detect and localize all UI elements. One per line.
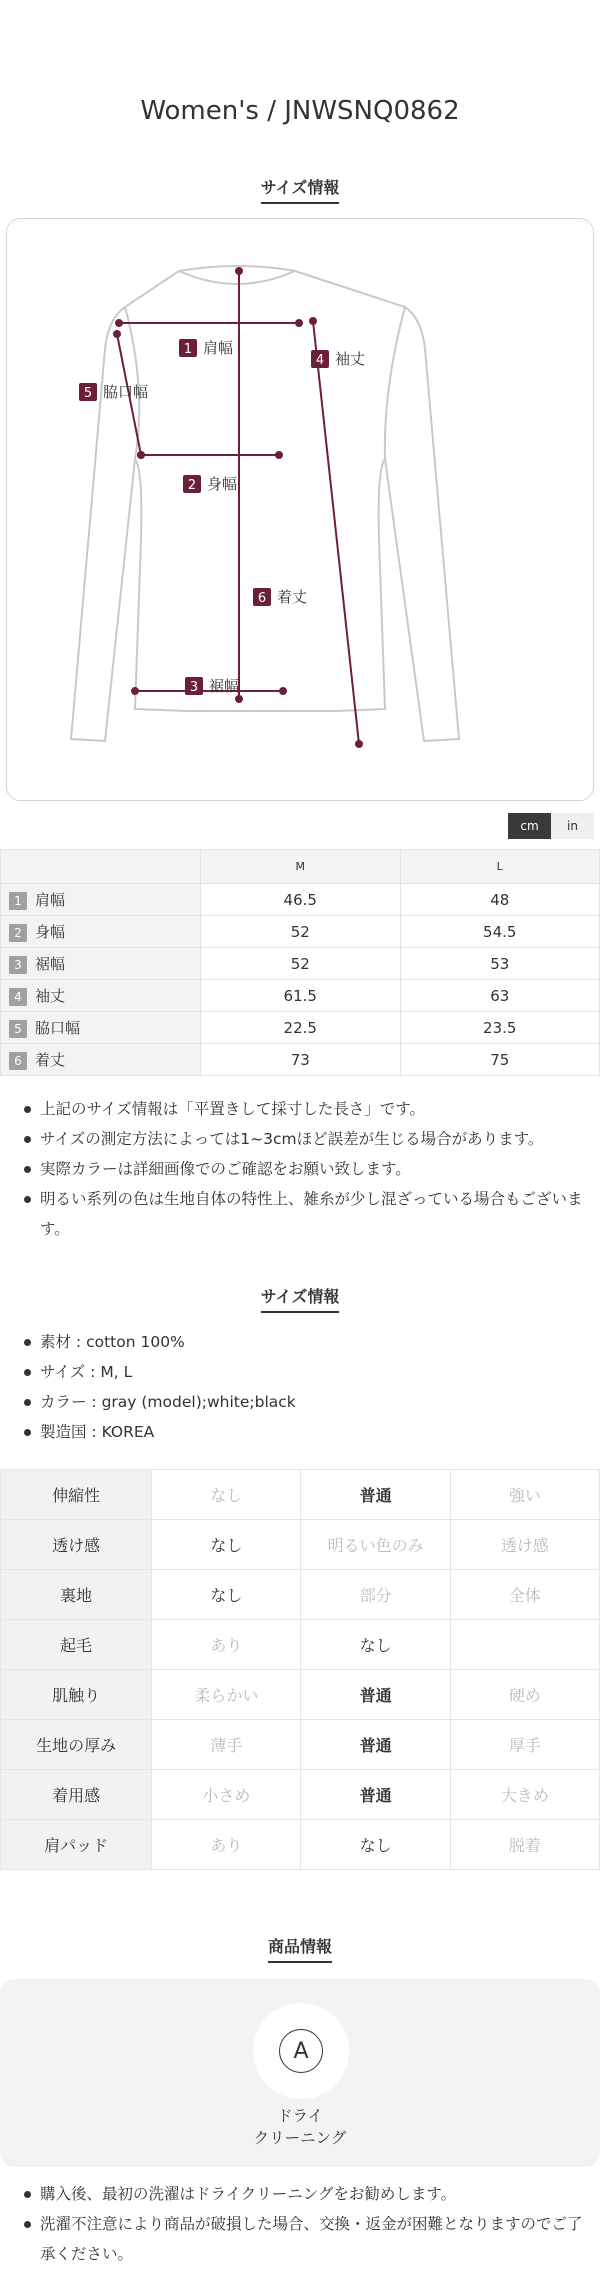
size-value-cell: 52 (201, 916, 401, 948)
measure-number-badge: 1 (9, 892, 27, 910)
size-table-header (1, 850, 600, 884)
measure-name: 着丈 (35, 1051, 66, 1069)
spec-sizes: サイズ : M, L (18, 1357, 586, 1387)
measure-endpoint (132, 688, 138, 694)
measure-label (179, 339, 233, 357)
measure-label-name: 肩幅 (203, 339, 234, 357)
attribute-option: 全体 (450, 1570, 599, 1620)
attribute-label: 生地の厚み (1, 1720, 152, 1770)
measure-name: 脇口幅 (35, 1019, 81, 1037)
size-row-label (1, 1012, 201, 1044)
size-column-l: L (400, 850, 600, 884)
measure-label-number: 1 (183, 342, 193, 357)
measure-name: 裾幅 (35, 955, 66, 973)
measure-number-badge: 6 (9, 1052, 27, 1070)
attribute-option: 透け感 (450, 1520, 599, 1570)
measure-endpoint (138, 452, 144, 458)
size-row (1, 948, 600, 980)
measure-endpoint (356, 741, 362, 747)
measure-label-name: 着丈 (277, 588, 308, 606)
attribute-label: 起毛 (1, 1620, 152, 1670)
care-note-item: 購入後、最初の洗濯はドライクリーニングをお勧めします。 (18, 2179, 586, 2209)
size-value-cell: 23.5 (400, 1012, 600, 1044)
attribute-row (1, 1470, 600, 1520)
attribute-option: 普通 (301, 1470, 450, 1520)
attribute-option: 柔らかい (152, 1670, 301, 1720)
fabric-attribute-table (0, 1469, 600, 1870)
size-value-cell: 61.5 (201, 980, 401, 1012)
measure-endpoint (236, 696, 242, 702)
measure-label-number: 6 (257, 591, 267, 606)
attribute-option: なし (301, 1820, 450, 1870)
attribute-option: あり (152, 1820, 301, 1870)
attribute-row (1, 1820, 600, 1870)
care-note-item: 洗濯不注意により商品が破損した場合、交換・返金が困難となりますのでご了承ください。 (18, 2209, 586, 2269)
care-label (0, 2105, 600, 2149)
armhole-right (385, 307, 405, 459)
attribute-label: 裏地 (1, 1570, 152, 1620)
measure-label-name: 身幅 (207, 475, 238, 493)
measure-label-name: 脇口幅 (103, 383, 149, 401)
sleeve-line (313, 321, 359, 744)
size-row-label (1, 884, 201, 916)
measure-label (79, 383, 148, 401)
attribute-row (1, 1720, 600, 1770)
size-column-m: M (201, 850, 401, 884)
size-row (1, 916, 600, 948)
size-value-cell: 54.5 (400, 916, 600, 948)
size-value-cell: 48 (400, 884, 600, 916)
attribute-option: なし (152, 1570, 301, 1620)
size-row-label (1, 948, 201, 980)
attribute-option: 厚手 (450, 1720, 599, 1770)
measure-endpoint (236, 268, 242, 274)
measure-label (185, 677, 239, 695)
size-row (1, 884, 600, 916)
care-icon-circle (253, 2003, 349, 2099)
attribute-option: 普通 (301, 1670, 450, 1720)
attribute-option: あり (152, 1620, 301, 1670)
unit-toggle (0, 813, 594, 839)
attribute-option (450, 1620, 599, 1670)
unit-cm-button[interactable]: cm (508, 813, 551, 839)
measure-label (311, 350, 365, 368)
garment-sketch (7, 219, 593, 801)
attribute-row (1, 1570, 600, 1620)
attribute-option: なし (152, 1520, 301, 1570)
measure-name: 肩幅 (35, 891, 66, 909)
measure-label (183, 475, 237, 493)
measure-endpoint (116, 320, 122, 326)
product-info-heading: 商品情報 (0, 1934, 600, 1963)
size-value-cell: 63 (400, 980, 600, 1012)
attribute-option: 大きめ (450, 1770, 599, 1820)
measure-label-number: 4 (315, 353, 325, 368)
attribute-option: 明るい色のみ (301, 1520, 450, 1570)
attribute-option: 部分 (301, 1570, 450, 1620)
attribute-row (1, 1620, 600, 1670)
measure-label-number: 2 (187, 478, 197, 493)
measure-number-badge: 3 (9, 956, 27, 974)
measure-number-badge: 5 (9, 1020, 27, 1038)
measure-label-number: 5 (83, 386, 93, 401)
attribute-option: 小さめ (152, 1770, 301, 1820)
care-label-line1: ドライ (276, 2107, 324, 2125)
size-row (1, 1012, 600, 1044)
attribute-option: なし (152, 1470, 301, 1520)
size-value-cell: 52 (201, 948, 401, 980)
size-table (0, 849, 600, 1076)
attribute-option: 脱着 (450, 1820, 599, 1870)
note-item: 上記のサイズ情報は「平置きして採寸した長さ」です。 (18, 1094, 586, 1124)
care-label-line2: クリーニング (253, 2129, 347, 2147)
size-row-label (1, 1044, 201, 1076)
size-notes (0, 1076, 600, 1244)
spec-heading: サイズ情報 (0, 1284, 600, 1313)
attribute-option: 普通 (301, 1720, 450, 1770)
size-diagram (6, 218, 594, 801)
attribute-label: 肩パッド (1, 1820, 152, 1870)
garment-outline (71, 266, 459, 741)
size-row (1, 980, 600, 1012)
note-item: サイズの測定方法によっては1~3cmほど誤差が生じる場合があります。 (18, 1124, 586, 1154)
size-row (1, 1044, 600, 1076)
measure-number-badge: 2 (9, 924, 27, 942)
attribute-option: 普通 (301, 1770, 450, 1820)
size-table-corner (1, 850, 201, 884)
spec-colors: カラー : gray (model);white;black (18, 1387, 586, 1417)
size-value-cell: 46.5 (201, 884, 401, 916)
care-panel (0, 1979, 600, 2167)
attribute-option: 薄手 (152, 1720, 301, 1770)
page-title: Women's / JNWSNQ0862 (140, 96, 460, 126)
spec-material: 素材 : cotton 100% (18, 1327, 586, 1357)
attribute-option: 硬め (450, 1670, 599, 1720)
size-row-label (1, 980, 201, 1012)
unit-in-button[interactable]: in (551, 813, 594, 839)
measure-label-name: 袖丈 (335, 350, 366, 368)
size-value-cell: 73 (201, 1044, 401, 1076)
measure-name: 身幅 (35, 923, 66, 941)
size-value-cell: 53 (400, 948, 600, 980)
measure-endpoint (280, 688, 286, 694)
note-item: 明るい系列の色は生地自体の特性上、雑糸が少し混ざっている場合もございます。 (18, 1184, 586, 1244)
spec-list (0, 1313, 600, 1447)
attribute-row (1, 1770, 600, 1820)
size-value-cell: 75 (400, 1044, 600, 1076)
attribute-row (1, 1520, 600, 1570)
measure-label-name: 裾幅 (209, 677, 240, 695)
attribute-label: 伸縮性 (1, 1470, 152, 1520)
note-item: 実際カラーは詳細画像でのご確認をお願い致します。 (18, 1154, 586, 1184)
attribute-label: 肌触り (1, 1670, 152, 1720)
attribute-row (1, 1670, 600, 1720)
measure-endpoint (114, 331, 120, 337)
size-info-heading: サイズ情報 (0, 175, 600, 204)
measure-label-number: 3 (189, 680, 199, 695)
measure-number-badge: 4 (9, 988, 27, 1006)
measure-label (253, 588, 307, 606)
attribute-option: 強い (450, 1470, 599, 1520)
care-notes (0, 2167, 600, 2269)
size-row-label (1, 916, 201, 948)
measure-endpoint (310, 318, 316, 324)
measure-endpoint (296, 320, 302, 326)
size-value-cell: 22.5 (201, 1012, 401, 1044)
measure-endpoint (276, 452, 282, 458)
spec-origin: 製造国 : KOREA (18, 1417, 586, 1447)
attribute-option: なし (301, 1620, 450, 1670)
attribute-label: 透け感 (1, 1520, 152, 1570)
measure-name: 袖丈 (35, 987, 66, 1005)
attribute-label: 着用感 (1, 1770, 152, 1820)
dry-clean-icon: A (279, 2029, 323, 2073)
